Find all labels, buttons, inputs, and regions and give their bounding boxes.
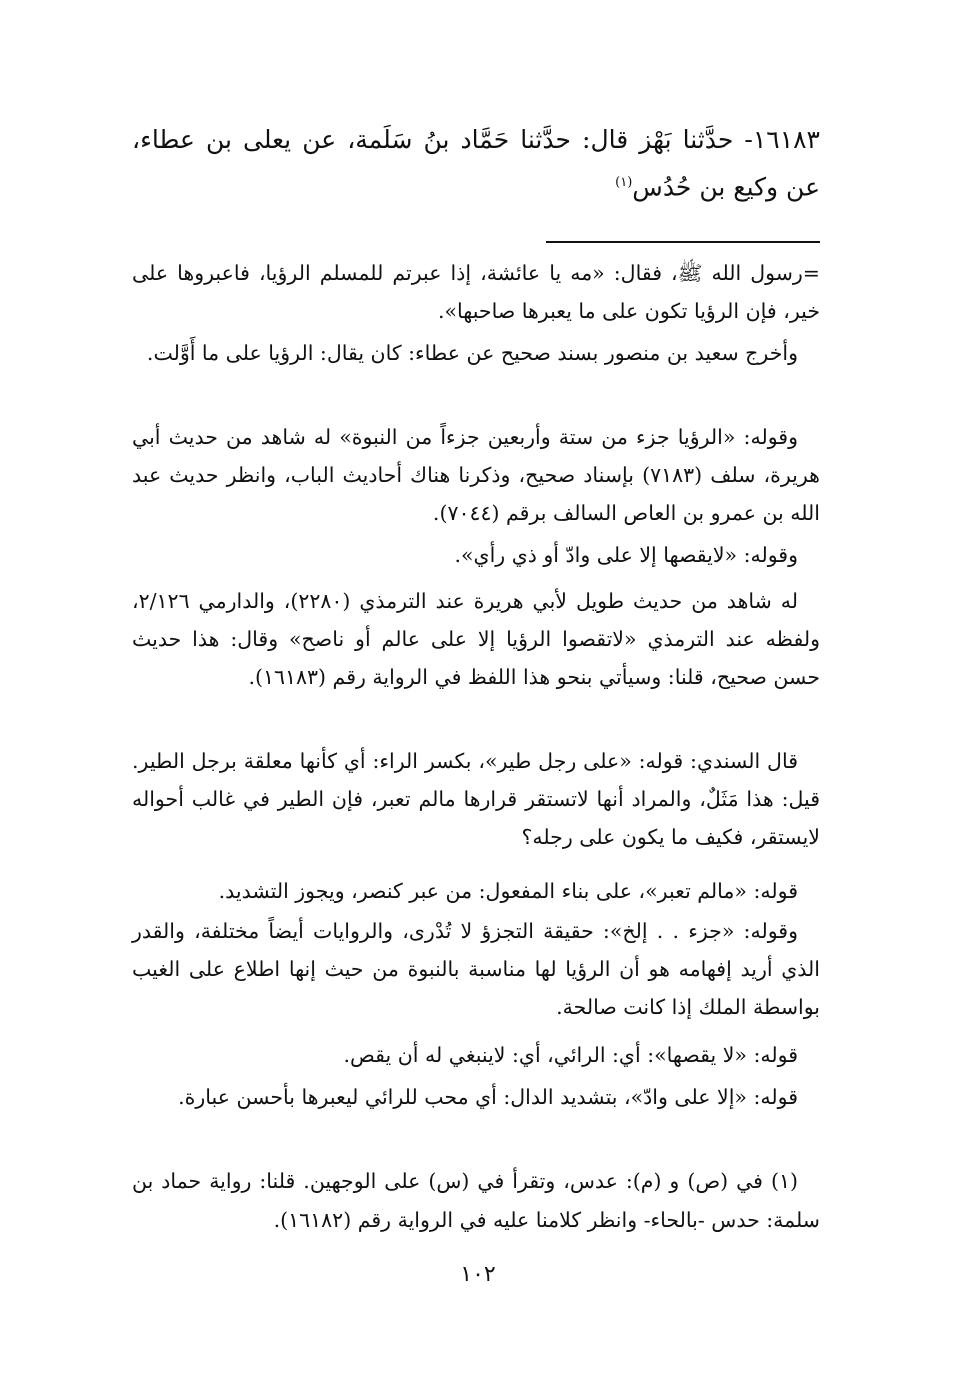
footnote-text: (١) في (ص) و (م): عدس، وتقرأ في (س) على الوجهين. قلنا: رواية حماد بن سلمة: حدس -بالحاء- وانظر كلامنا عليه في الرواية رقم (١٦١٨٢). <box>132 1169 820 1232</box>
commentary-paragraph-9: قوله: «لا يقصها»: أي: الرائي، أي: لاينبغي له أن يقص. <box>343 1043 798 1067</box>
commentary-paragraph-4: وقوله: «لايقصها إلا على وادّ أو ذي رأي». <box>454 543 798 567</box>
hadith-text <box>132 118 820 208</box>
commentary-paragraph-8: وقوله: «جزء . . إلخ»: حقيقة التجزؤ لا تُدْرى، والروايات أيضاً مختلفة، والقدر الذي أريد إفهامه هو أن الرؤيا لها مناسبة بالنبوة من حيث إنها اطلاع على الغيب بواسطة الملك إذا كانت صالحة. <box>132 919 820 1019</box>
commentary-paragraph-7: قوله: «مالم تعبر»، على بناء المفعول: من عبر كنصر، ويجوز التشديد. <box>218 879 798 903</box>
hadith-number: ١٦١٨٣- <box>744 125 820 154</box>
page-number: ١٠٢ <box>460 1262 496 1287</box>
commentary-paragraph-10: قوله: «إلا على وادّ»، بتشديد الدال: أي محب للرائي ليعبرها بأحسن عبارة. <box>178 1085 798 1109</box>
commentary-paragraph-1: =رسول الله ﷺ، فقال: «مه يا عائشة، إذا عبرتم للمسلم الرؤيا، فاعبروها على خير، فإن الرؤيا تكون على ما يعبرها صاحبها». <box>132 261 820 323</box>
separator-line <box>546 241 820 243</box>
hadith-body: حدَّثنا بَهْز قال: حدَّثنا حَمَّاد بنُ سَلَمة، عن يعلى بن عطاء، عن وكيع بن حُدُس <box>132 125 820 202</box>
footnote-reference[interactable]: (١) <box>615 175 633 190</box>
commentary-paragraph-5: له شاهد من حديث طويل لأبي هريرة عند الترمذي (٢٢٨٠)، والدارمي ٢/١٢٦، ولفظه عند الترمذي «لاتقصوا الرؤيا إلا على عالم أو ناصح» وقال: هذا حديث حسن صحيح، قلنا: وسيأتي بنحو هذا اللفظ في الرواية رقم (١٦١٨٣). <box>132 589 820 689</box>
commentary-paragraph-2: وأخرج سعيد بن منصور بسند صحيح عن عطاء: كان يقال: الرؤيا على ما أَوَّلت. <box>146 341 798 365</box>
commentary-paragraph-6: قال السندي: قوله: «على رجل طير»، بكسر الراء: أي كأنها معلقة برجل الطير. قيل: هذا مَثَلٌ، والمراد أنها لاتستقر قرارها مالم تعبر، فإن الطير في غالب أحواله لايستقر، فكيف ما يكون على رجله؟ <box>132 749 820 849</box>
commentary-paragraph-3: وقوله: «الرؤيا جزء من ستة وأربعين جزءاً من النبوة» له شاهد من حديث أبي هريرة، سلف (٧١٨٣) بإسناد صحيح، وذكرنا هناك أحاديث الباب، وانظر حديث عبد الله بن عمرو بن العاص السالف برقم (٧٠٤٤). <box>132 425 820 525</box>
